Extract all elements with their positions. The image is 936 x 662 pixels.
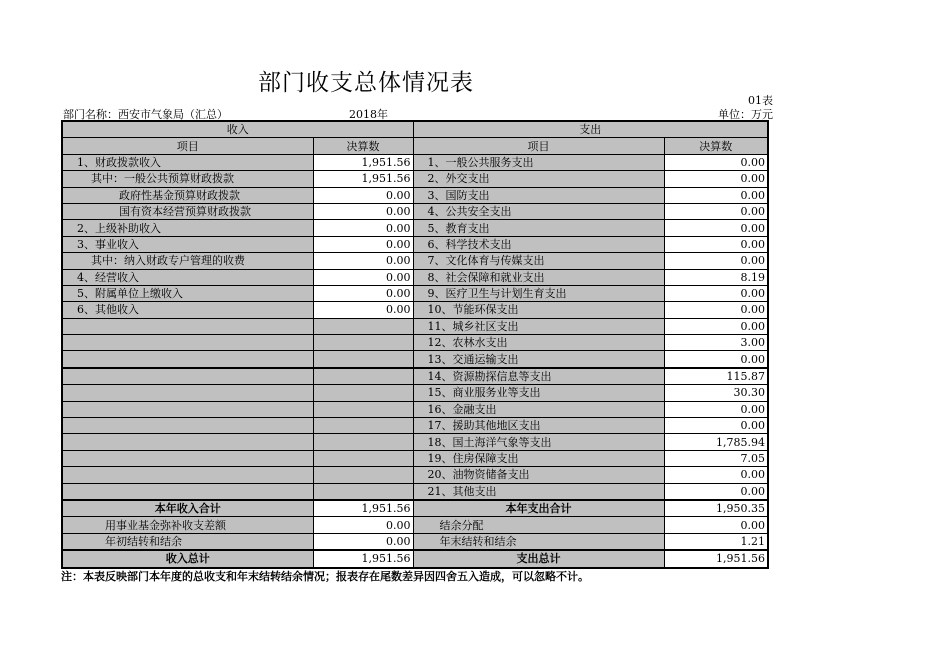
income-item-label: 政府性基金预算财政拨款 xyxy=(62,187,313,203)
expense-item-value: 0.00 xyxy=(664,154,768,170)
table-row xyxy=(62,203,768,219)
report-year: 2018年 xyxy=(349,108,388,121)
income-item-value: 0.00 xyxy=(313,203,413,219)
income-item-label: 其中：纳入财政专户管理的收费 xyxy=(62,253,313,269)
table-row xyxy=(62,318,768,334)
income-item-value xyxy=(313,467,413,483)
income-amount-header: 决算数 xyxy=(313,138,413,154)
income-item-value: 0.00 xyxy=(313,236,413,252)
income-item-value: 0.00 xyxy=(313,187,413,203)
expense-item-value: 7.05 xyxy=(664,450,768,466)
income-item-value xyxy=(313,418,413,434)
totals-body xyxy=(62,500,768,568)
expense-item-label: 16、金融支出 xyxy=(413,401,664,417)
income-item-value xyxy=(313,318,413,334)
expense-item-label: 19、住房保障支出 xyxy=(413,450,664,466)
income-expense-table xyxy=(61,120,769,569)
income-item-value: 1,951.56 xyxy=(313,154,413,170)
expense-item-value: 0.00 xyxy=(664,236,768,252)
fund-gap-row xyxy=(62,517,768,533)
expense-item-label: 18、国土海洋气象等支出 xyxy=(413,434,664,450)
income-total-value: 1,951.56 xyxy=(313,550,413,567)
table-row xyxy=(62,351,768,368)
report-title: 部门收支总体情况表 xyxy=(258,70,474,96)
balance-row xyxy=(62,533,768,550)
expense-item-label: 3、国防支出 xyxy=(413,187,664,203)
expense-item-label: 1、一般公共服务支出 xyxy=(413,154,664,170)
income-item-label xyxy=(62,483,313,500)
income-item-value xyxy=(313,450,413,466)
income-item-label xyxy=(62,368,313,385)
table-row xyxy=(62,450,768,466)
income-item-label xyxy=(62,385,313,401)
income-item-label xyxy=(62,434,313,450)
expense-item-value: 0.00 xyxy=(664,187,768,203)
income-item-label xyxy=(62,351,313,368)
income-item-value xyxy=(313,483,413,500)
expense-item-label: 8、社会保障和就业支出 xyxy=(413,269,664,285)
unit-label: 单位：万元 xyxy=(718,108,773,121)
expense-item-value: 0.00 xyxy=(664,203,768,219)
expense-total-value: 1,951.56 xyxy=(664,550,768,567)
expense-item-label: 14、资源勘探信息等支出 xyxy=(413,368,664,385)
expense-item-value: 1,785.94 xyxy=(664,434,768,450)
begin-balance-value: 0.00 xyxy=(313,533,413,550)
expense-item-label: 5、教育支出 xyxy=(413,220,664,236)
table-row xyxy=(62,483,768,500)
income-item-label xyxy=(62,418,313,434)
table-row xyxy=(62,171,768,187)
income-item-label: 3、事业收入 xyxy=(62,236,313,252)
table-row xyxy=(62,187,768,203)
expense-item-label: 21、其他支出 xyxy=(413,483,664,500)
income-item-label xyxy=(62,450,313,466)
table-row xyxy=(62,434,768,450)
expense-item-value: 0.00 xyxy=(664,253,768,269)
income-item-label xyxy=(62,335,313,351)
income-item-value: 0.00 xyxy=(313,302,413,318)
table-row xyxy=(62,418,768,434)
table-row xyxy=(62,253,768,269)
expense-item-label: 10、节能环保支出 xyxy=(413,302,664,318)
table-row xyxy=(62,368,768,385)
expense-item-label: 11、城乡社区支出 xyxy=(413,318,664,334)
table-body xyxy=(62,154,768,500)
expense-section-header: 支出 xyxy=(413,121,768,138)
expense-item-value: 0.00 xyxy=(664,285,768,301)
table-row xyxy=(62,335,768,351)
income-year-total-label: 本年收入合计 xyxy=(62,500,313,517)
income-section-header: 收入 xyxy=(62,121,413,138)
expense-item-value: 0.00 xyxy=(664,302,768,318)
income-item-value: 0.00 xyxy=(313,269,413,285)
expense-item-label: 17、援助其他地区支出 xyxy=(413,418,664,434)
table-row xyxy=(62,236,768,252)
expense-item-value: 0.00 xyxy=(664,401,768,417)
end-balance-label: 年末结转和结余 xyxy=(413,533,664,550)
expense-item-label: 7、文化体育与传媒支出 xyxy=(413,253,664,269)
expense-item-label: 2、外交支出 xyxy=(413,171,664,187)
table-row xyxy=(62,285,768,301)
expense-year-total-label: 本年支出合计 xyxy=(413,500,664,517)
table-row xyxy=(62,154,768,170)
income-item-label: 2、上级补助收入 xyxy=(62,220,313,236)
expense-item-value: 115.87 xyxy=(664,368,768,385)
expense-item-header: 项目 xyxy=(413,138,664,154)
grand-total-row xyxy=(62,550,768,567)
expense-item-value: 0.00 xyxy=(664,318,768,334)
income-item-label xyxy=(62,401,313,417)
expense-item-label: 4、公共安全支出 xyxy=(413,203,664,219)
expense-total-label: 支出总计 xyxy=(413,550,664,567)
table-row xyxy=(62,269,768,285)
expense-amount-header: 决算数 xyxy=(664,138,768,154)
expense-item-value: 0.00 xyxy=(664,483,768,500)
table-row xyxy=(62,467,768,483)
income-item-value xyxy=(313,385,413,401)
expense-item-value: 0.00 xyxy=(664,351,768,368)
income-item-label xyxy=(62,467,313,483)
expense-item-label: 6、科学技术支出 xyxy=(413,236,664,252)
table-row xyxy=(62,385,768,401)
income-item-label xyxy=(62,318,313,334)
income-item-value xyxy=(313,368,413,385)
expense-item-value: 8.19 xyxy=(664,269,768,285)
income-item-label: 4、经营收入 xyxy=(62,269,313,285)
expense-item-label: 15、商业服务业等支出 xyxy=(413,385,664,401)
begin-balance-label: 年初结转和结余 xyxy=(62,533,313,550)
expense-item-value: 0.00 xyxy=(664,467,768,483)
expense-item-value: 3.00 xyxy=(664,335,768,351)
income-item-label: 国有资本经营预算财政拨款 xyxy=(62,203,313,219)
year-total-row xyxy=(62,500,768,517)
income-item-value: 0.00 xyxy=(313,253,413,269)
expense-item-label: 13、交通运输支出 xyxy=(413,351,664,368)
income-item-value xyxy=(313,335,413,351)
income-item-header: 项目 xyxy=(62,138,313,154)
income-item-value: 0.00 xyxy=(313,220,413,236)
fund-gap-value: 0.00 xyxy=(313,517,413,533)
table-row xyxy=(62,220,768,236)
expense-item-value: 30.30 xyxy=(664,385,768,401)
table-row xyxy=(62,401,768,417)
expense-item-label: 20、油物资储备支出 xyxy=(413,467,664,483)
table-code: 01表 xyxy=(748,94,773,107)
expense-item-value: 0.00 xyxy=(664,220,768,236)
department-name: 部门名称：西安市气象局（汇总） xyxy=(63,108,228,121)
expense-item-label: 9、医疗卫生与计划生育支出 xyxy=(413,285,664,301)
end-balance-value: 1.21 xyxy=(664,533,768,550)
section-header-row xyxy=(62,121,768,138)
income-item-label: 6、其他收入 xyxy=(62,302,313,318)
income-item-value xyxy=(313,351,413,368)
table-row xyxy=(62,302,768,318)
expense-item-value: 0.00 xyxy=(664,418,768,434)
income-item-value: 1,951.56 xyxy=(313,171,413,187)
footnote: 注：本表反映部门本年度的总收支和年末结转结余情况；报表存在尾数差异因四舍五入造成，可以忽略不计。 xyxy=(61,570,589,583)
surplus-distribution-label: 结余分配 xyxy=(413,517,664,533)
income-item-label: 1、财政拨款收入 xyxy=(62,154,313,170)
income-total-label: 收入总计 xyxy=(62,550,313,567)
income-item-value xyxy=(313,434,413,450)
income-year-total-value: 1,951.56 xyxy=(313,500,413,517)
income-item-value: 0.00 xyxy=(313,285,413,301)
income-item-label: 5、附属单位上缴收入 xyxy=(62,285,313,301)
expense-year-total-value: 1,950.35 xyxy=(664,500,768,517)
expense-item-value: 0.00 xyxy=(664,171,768,187)
surplus-distribution-value: 0.00 xyxy=(664,517,768,533)
column-header-row xyxy=(62,138,768,154)
income-item-value xyxy=(313,401,413,417)
expense-item-label: 12、农林水支出 xyxy=(413,335,664,351)
income-item-label: 其中：一般公共预算财政拨款 xyxy=(62,171,313,187)
fund-gap-label: 用事业基金弥补收支差额 xyxy=(62,517,313,533)
